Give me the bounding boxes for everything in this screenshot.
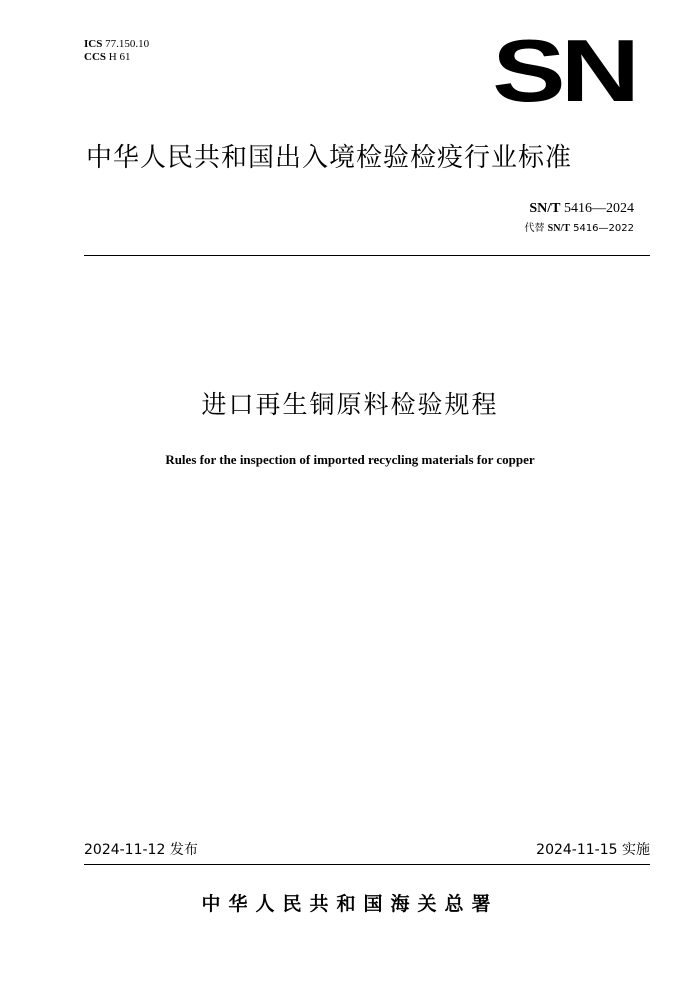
sn-logo: SN	[492, 37, 636, 104]
top-divider	[84, 255, 650, 256]
issue-date: 2024-11-12	[84, 842, 166, 858]
standard-number	[529, 200, 634, 218]
ccs-label: CCS	[84, 51, 107, 63]
issuing-authority: 中华人民共和国海关总署	[201, 893, 499, 915]
ccs-code: H 61	[108, 51, 131, 63]
ics-code: 77.150.10	[105, 38, 150, 50]
replaces-code: 5416—2022	[573, 223, 634, 234]
document-title-en: Rules for the inspection of imported recycling materials for copper	[165, 452, 535, 467]
replaces-label: 代替	[524, 223, 545, 234]
standard-code: 5416—2024	[564, 201, 634, 216]
issue-label: 发布	[169, 842, 198, 858]
classification-codes	[84, 38, 149, 64]
implementation-label: 实施	[622, 842, 650, 858]
implementation-date-line	[536, 841, 650, 859]
standard-prefix: SN/T	[529, 201, 561, 216]
implementation-date: 2024-11-15	[536, 842, 618, 858]
replaces-line	[524, 222, 634, 236]
industry-title: 中华人民共和国出入境检验检疫行业标准	[86, 143, 573, 173]
bottom-divider	[84, 864, 650, 865]
ics-line	[84, 38, 149, 51]
ics-label: ICS	[84, 38, 103, 50]
ccs-line	[84, 51, 149, 64]
replaces-prefix: SN/T	[547, 223, 570, 234]
issue-date-line	[84, 841, 198, 859]
document-title-cn: 进口再生铜原料检验规程	[201, 390, 499, 419]
